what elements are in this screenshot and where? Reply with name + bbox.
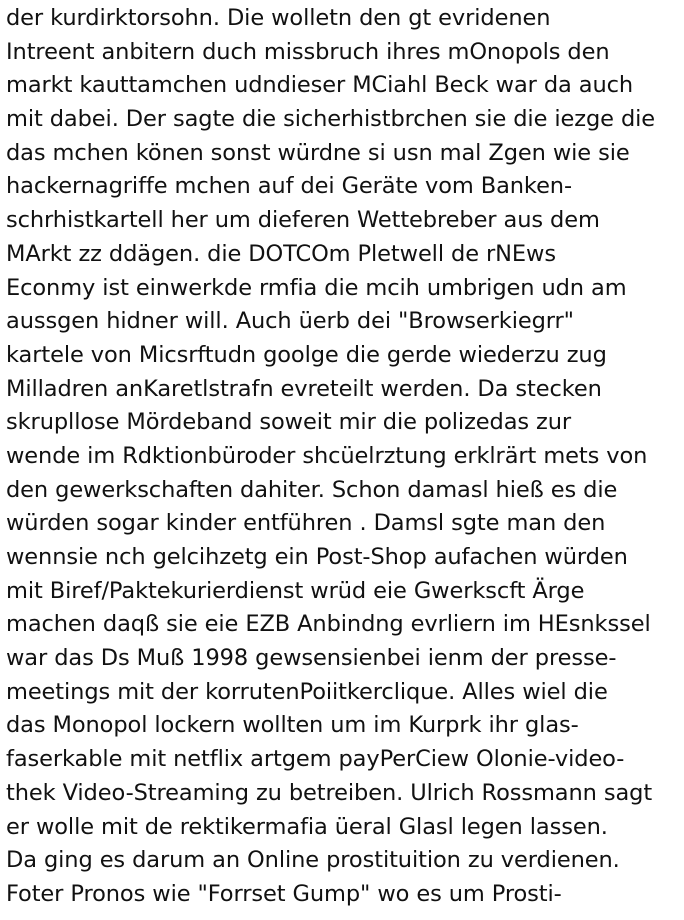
text-line-25: er wolle mit de rektikermafia üeral Glasl legen lassen. [6,813,608,840]
text-line-8: MArkt zz ddägen. die DOTCOm Pletwell de rNEws [6,240,556,267]
text-line-23: faserkable mit netflix artgem payPerCiew Olonie-video- [6,746,625,773]
text-line-14: wende im Rdktionbüroder shcüelrztung erklrärt mets von [6,442,648,469]
text-line-9: Econmy ist einwerkde rmfia die mcih umbrigen udn am [6,274,627,301]
text-line-11: kartele von Micsrftudn goolge die gerde wiederzu zug [6,341,607,368]
text-line-3: markt kauttamchen udndieser MCiahl Beck war da auch [6,72,634,99]
text-line-24: thek Video-Streaming zu betreiben. Ulrich Rossmann sagt [6,779,653,806]
text-line-22: das Monopol lockern wollten um im Kurprk ihr glas- [6,712,579,739]
text-line-21: meetings mit der korrutenPoiitkerclique. Alles wiel die [6,678,608,705]
text-line-16: würden sogar kinder entführen . Damsl sgte man den [6,510,606,537]
text-line-17: wennsie nch gelcihzetg ein Post-Shop aufachen würden [6,544,628,570]
document-text-block [6,2,682,912]
text-line-27: Foter Pronos wie "Forrset Gump" wo es um Prosti- [6,880,562,907]
text-line-1: der kurdirktorsohn. Die wolletn den gt evridenen [6,5,551,31]
text-line-4: mit dabei. Der sagte die sicherhistbrchen sie die iezge die [6,106,656,133]
text-line-5: das mchen könen sonst würdne si usn mal Zgen wie sie [6,139,630,166]
text-line-6: hackernagriffe mchen auf dei Geräte vom Banken- [6,173,572,200]
text-line-7: schrhistkartell her um dieferen Wettebreber aus dem [6,207,600,234]
text-line-10: aussgen hidner will. Auch üerb dei "Browserkiegrr" [6,308,574,335]
text-line-2: Intreent anbitern duch missbruch ihres mOnopols den [6,38,610,65]
text-line-18: mit Biref/Paktekurierdienst wrüd eie Gwerkscft Ärge [6,577,585,604]
text-line-12: Milladren anKaretlstrafn evreteilt werden. Da stecken [6,375,602,402]
text-line-19: machen daqß sie eie EZB Anbindng evrliern im HEsnkssel [6,611,651,638]
text-line-20: war das Ds Muß 1998 gewsensienbei ienm der presse- [6,645,617,672]
text-line-13: skrupllose Mördeband soweit mir die polizedas zur [6,409,572,436]
text-line-26: Da ging es darum an Online prostituition zu verdienen. [6,847,620,874]
text-line-15: den gewerkschaften dahiter. Schon damasl hieß es die [6,476,618,503]
